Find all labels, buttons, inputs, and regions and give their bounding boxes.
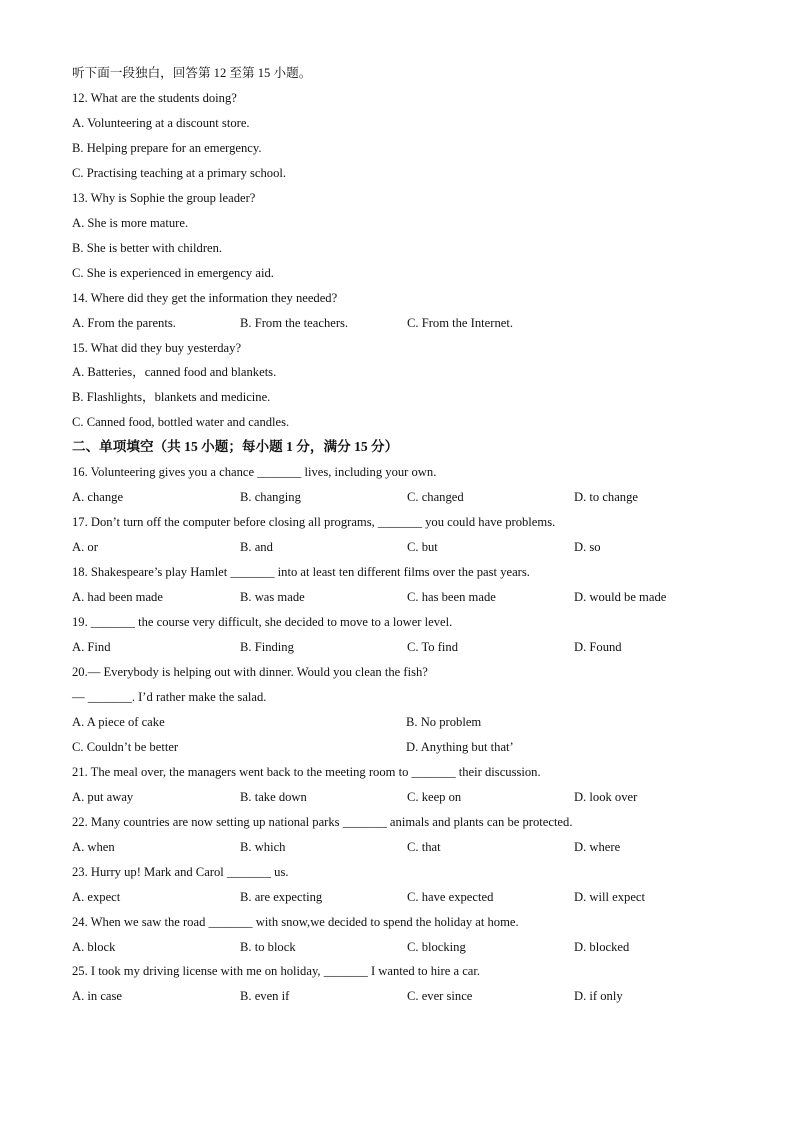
- question-24: 24. When we saw the road _______ with snow,we decided to spend the holiday at home.: [72, 915, 519, 929]
- options-row-18: [72, 586, 772, 608]
- question-19: 19. _______ the course very difficult, she decided to move to a lower level.: [72, 615, 453, 629]
- option-21-a: A. put away: [72, 790, 134, 804]
- option-19-d: D. Found: [574, 640, 622, 654]
- option-20-a: A. A piece of cake: [72, 715, 165, 729]
- option-17-a: A. or: [72, 540, 98, 554]
- option-12-b: B. Helping prepare for an emergency.: [72, 141, 262, 155]
- option-20-d: D. Anything but that’: [406, 740, 514, 754]
- option-22-d: D. where: [574, 840, 621, 854]
- options-row-20-cd: [72, 736, 772, 758]
- option-16-c: C. changed: [407, 490, 464, 504]
- options-row-23: [72, 886, 772, 908]
- options-row-21: [72, 786, 772, 808]
- question-12: 12. What are the students doing?: [72, 91, 237, 105]
- option-25-c: C. ever since: [407, 989, 473, 1003]
- question-21: 21. The meal over, the managers went back to the meeting room to _______ their discussion.: [72, 765, 541, 779]
- question-13: 13. Why is Sophie the group leader?: [72, 191, 256, 205]
- option-21-b: B. take down: [240, 790, 307, 804]
- options-row-19: [72, 636, 772, 658]
- option-23-c: C. have expected: [407, 890, 494, 904]
- option-22-c: C. that: [407, 840, 441, 854]
- option-24-c: C. blocking: [407, 940, 466, 954]
- option-25-b: B. even if: [240, 989, 290, 1003]
- option-24-d: D. blocked: [574, 940, 630, 954]
- question-22: 22. Many countries are now setting up national parks _______ animals and plants can be protected.: [72, 815, 573, 829]
- option-16-d: D. to change: [574, 490, 638, 504]
- question-14: 14. Where did they get the information they needed?: [72, 291, 338, 305]
- question-20-reply: — _______. I’d rather make the salad.: [72, 690, 267, 704]
- option-14-b: B. From the teachers.: [240, 316, 349, 330]
- option-17-b: B. and: [240, 540, 273, 554]
- option-12-a: A. Volunteering at a discount store.: [72, 116, 250, 130]
- option-25-d: D. if only: [574, 989, 623, 1003]
- question-25: 25. I took my driving license with me on holiday, _______ I wanted to hire a car.: [72, 964, 481, 978]
- option-25-a: A. in case: [72, 989, 123, 1003]
- option-13-b: B. She is better with children.: [72, 241, 223, 255]
- options-row-24: [72, 936, 772, 958]
- question-15: 15. What did they buy yesterday?: [72, 341, 242, 355]
- option-17-c: C. but: [407, 540, 438, 554]
- option-16-a: A. change: [72, 490, 124, 504]
- option-15-a: A. Batteries，canned food and blankets.: [72, 365, 277, 379]
- option-18-d: D. would be made: [574, 590, 667, 604]
- option-16-b: B. changing: [240, 490, 301, 504]
- option-18-a: A. had been made: [72, 590, 163, 604]
- option-14-c: C. From the Internet.: [407, 316, 513, 330]
- option-23-a: A. expect: [72, 890, 121, 904]
- option-18-c: C. has been made: [407, 590, 496, 604]
- option-20-b: B. No problem: [406, 715, 482, 729]
- question-17: 17. Don’t turn off the computer before closing all programs, _______ you could have problems.: [72, 515, 556, 529]
- option-23-b: B. are expecting: [240, 890, 323, 904]
- options-row-14: [72, 312, 772, 334]
- option-12-c: C. Practising teaching at a primary school.: [72, 166, 287, 180]
- question-16: 16. Volunteering gives you a chance _______ lives, including your own.: [72, 465, 437, 479]
- option-21-c: C. keep on: [407, 790, 462, 804]
- option-15-c: C. Canned food, bottled water and candles.: [72, 415, 290, 429]
- option-21-d: D. look over: [574, 790, 638, 804]
- question-23: 23. Hurry up! Mark and Carol _______ us.: [72, 865, 289, 879]
- question-18: 18. Shakespeare’s play Hamlet _______ into at least ten different films over the past years.: [72, 565, 530, 579]
- option-23-d: D. will expect: [574, 890, 645, 904]
- option-15-b: B. Flashlights，blankets and medicine.: [72, 390, 271, 404]
- option-19-a: A. Find: [72, 640, 111, 654]
- options-row-16: [72, 486, 772, 508]
- section-2-heading: 二、单项填空（共 15 小题；每小题 1 分，满分 15 分）: [72, 439, 399, 454]
- option-19-c: C. To find: [407, 640, 459, 654]
- option-19-b: B. Finding: [240, 640, 294, 654]
- option-24-b: B. to block: [240, 940, 296, 954]
- options-row-25: [72, 985, 772, 1007]
- option-20-c: C. Couldn’t be better: [72, 740, 179, 754]
- option-22-a: A. when: [72, 840, 115, 854]
- option-14-a: A. From the parents.: [72, 316, 176, 330]
- options-row-22: [72, 836, 772, 858]
- option-24-a: A. block: [72, 940, 116, 954]
- option-22-b: B. which: [240, 840, 286, 854]
- option-13-c: C. She is experienced in emergency aid.: [72, 266, 274, 280]
- question-20: 20.— Everybody is helping out with dinner. Would you clean the fish?: [72, 665, 428, 679]
- listening-intro: 听下面一段独白，回答第 12 至第 15 小题。: [72, 66, 312, 80]
- option-13-a: A. She is more mature.: [72, 216, 189, 230]
- option-18-b: B. was made: [240, 590, 305, 604]
- options-row-20-ab: [72, 711, 772, 733]
- option-17-d: D. so: [574, 540, 601, 554]
- options-row-17: [72, 536, 772, 558]
